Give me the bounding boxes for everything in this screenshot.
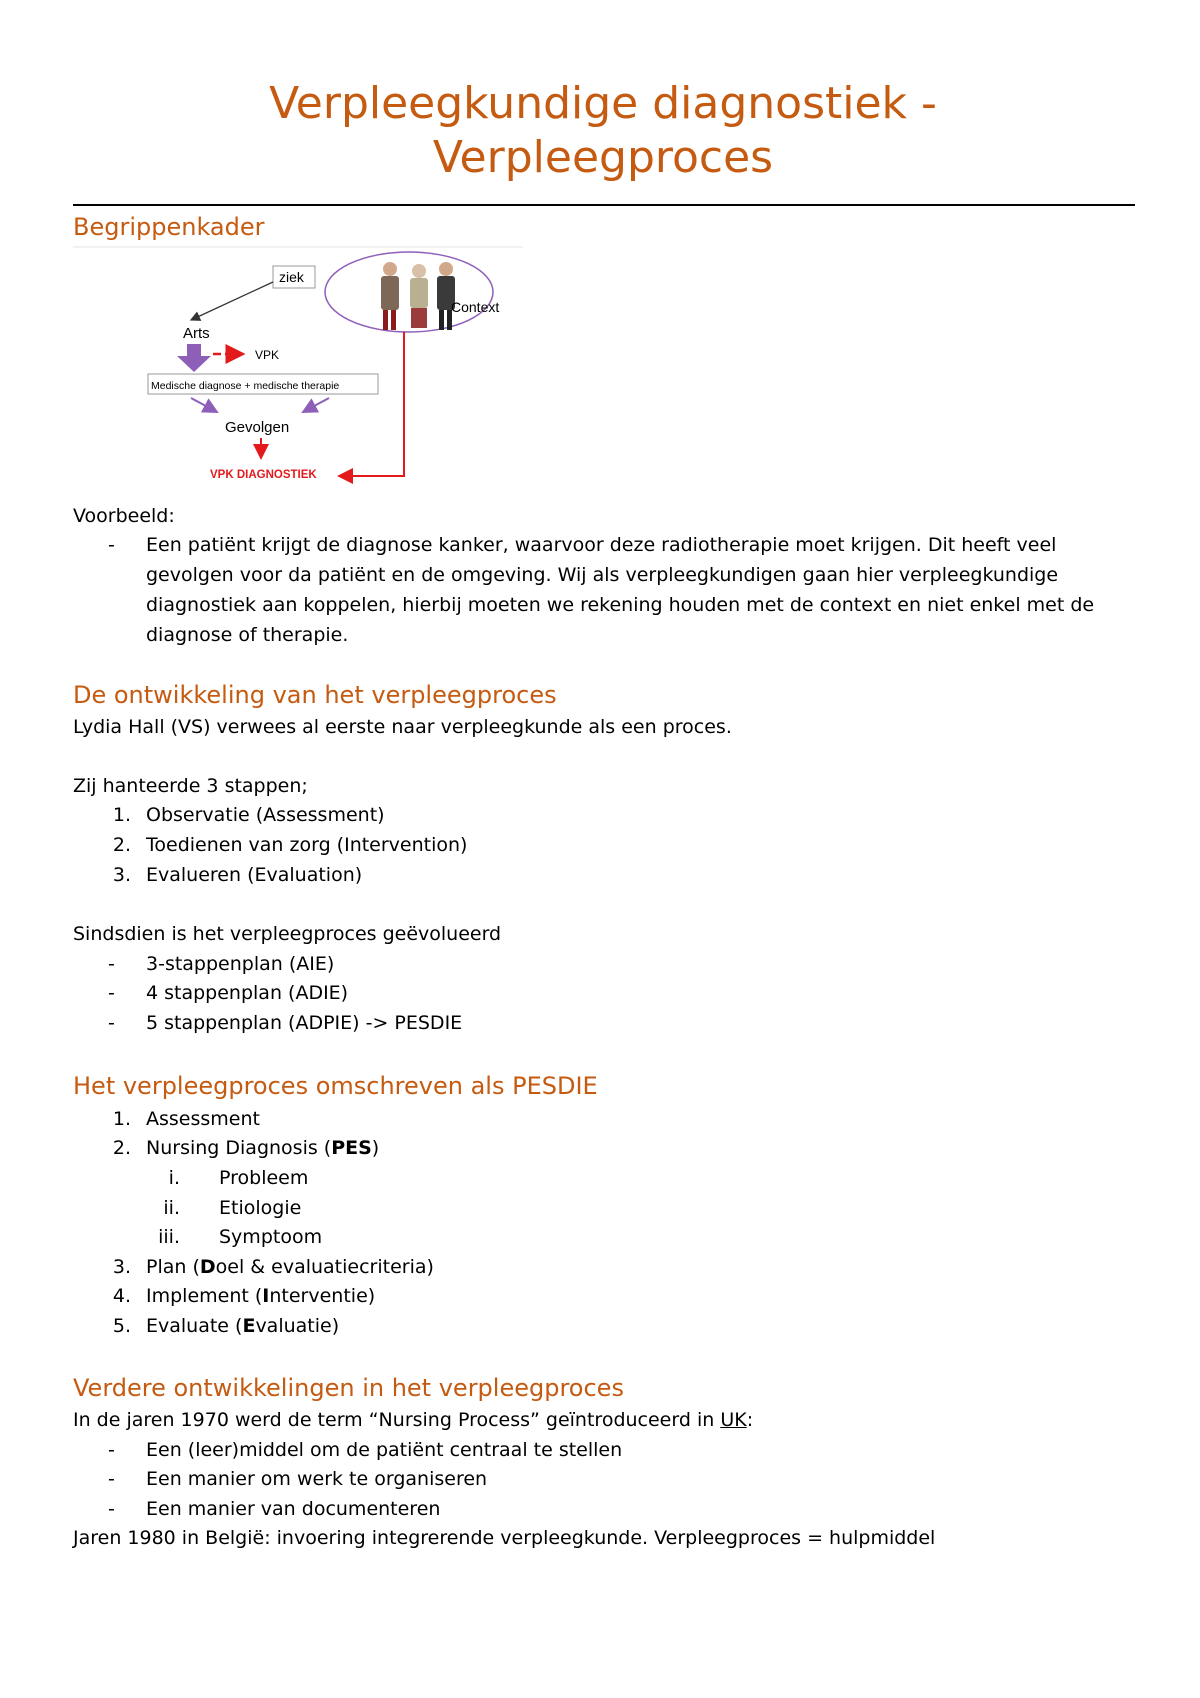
verdere-item-2: Een manier om werk te organiseren (146, 1468, 488, 1490)
pesdie-item-3: Plan (Doel & evaluatiecriteria) (146, 1256, 434, 1278)
title-rule (73, 204, 1135, 206)
plan-2: 4 stappenplan (ADIE) (146, 982, 349, 1004)
verdere-intro: In de jaren 1970 werd de term “Nursing Process” geïntroduceerd in UK: (73, 1409, 754, 1431)
bullet-dash: - (108, 534, 115, 556)
pes-sub-2: Etiologie (219, 1197, 302, 1219)
plan-3: 5 stappenplan (ADPIE) -> PESDIE (146, 1012, 463, 1034)
bullet-dash: - (108, 953, 115, 975)
ontwikkeling-intro: Lydia Hall (VS) verwees al eerste naar verpleegkunde als een proces. (73, 716, 732, 738)
list-number: 3. (112, 1256, 131, 1278)
stappen-intro: Zij hanteerde 3 stappen; (73, 775, 308, 797)
ziek-to-arts-arrow (191, 282, 273, 320)
sindsdien-text: Sindsdien is het verpleegproces geëvolueerd (73, 923, 502, 945)
voorbeeld-text: Een patiënt krijgt de diagnose kanker, waarvoor deze radiotherapie moet krijgen. Dit heeft veel gevolgen voor da patiënt en de omgeving. Wij als verpleegkundigen gaan hier verpleegkundige diagnostiek aan koppelen, hierbij moeten we rekening houden met de context en niet enkel met de diagnose of therapie. (146, 534, 1095, 646)
verdere-item-3: Een manier van documenteren (146, 1498, 441, 1520)
arts-label: Arts (183, 325, 210, 342)
vpk-diagnostiek-label: VPK DIAGNOSTIEK (210, 469, 317, 481)
list-number: 5. (112, 1315, 131, 1337)
pesdie-item-4: Implement (Interventie) (146, 1285, 376, 1307)
stap-2: Toedienen van zorg (Intervention) (146, 834, 468, 856)
pesdie-item-5: Evaluate (Evaluatie) (146, 1315, 340, 1337)
list-number: 1. (112, 1108, 131, 1130)
ziek-label: ziek (279, 269, 304, 285)
gevolgen-label: Gevolgen (225, 419, 290, 436)
belgie-text: Jaren 1980 in België: invoering integrerende verpleegkunde. Verpleegproces = hulpmiddel (73, 1527, 936, 1549)
context-to-diagnostiek-arrow (339, 332, 404, 476)
list-number: 2. (112, 1137, 131, 1159)
roman-number: i. (168, 1167, 180, 1189)
purple-arrow-left (191, 398, 217, 412)
heading-begrippenkader: Begrippenkader (73, 213, 265, 241)
page-title-line1: Verpleegkundige diagnostiek - (269, 78, 937, 129)
elderly-people-icon (381, 262, 455, 330)
voorbeeld-label: Voorbeeld: (73, 505, 175, 527)
roman-number: ii. (163, 1197, 180, 1219)
pesdie-item-1: Assessment (146, 1108, 260, 1130)
bullet-dash: - (108, 1012, 115, 1034)
context-ellipse (325, 252, 493, 332)
pes-sub-1: Probleem (219, 1167, 309, 1189)
list-number: 4. (112, 1285, 131, 1307)
vpk-label: VPK (255, 348, 280, 362)
bullet-dash: - (108, 1498, 115, 1520)
stap-1: Observatie (Assessment) (146, 804, 385, 826)
purple-arrow-right (303, 398, 329, 412)
context-label: Context (451, 299, 500, 315)
heading-ontwikkeling: De ontwikkeling van het verpleegproces (73, 681, 557, 709)
roman-number: iii. (158, 1226, 180, 1248)
bullet-dash: - (108, 1468, 115, 1490)
medische-label: Medische diagnose + medische therapie (151, 380, 340, 392)
stap-3: Evalueren (Evaluation) (146, 864, 363, 886)
list-number: 3. (112, 864, 131, 886)
plan-1: 3-stappenplan (AIE) (146, 953, 335, 975)
bullet-dash: - (108, 982, 115, 1004)
pesdie-item-2: Nursing Diagnosis (PES) (146, 1137, 380, 1159)
heading-verdere: Verdere ontwikkelingen in het verpleegproces (73, 1374, 624, 1402)
arts-purple-arrow (177, 344, 211, 372)
list-number: 1. (112, 804, 131, 826)
begrippenkader-diagram (73, 246, 523, 496)
page-title-line2: Verpleegproces (432, 132, 774, 183)
list-number: 2. (112, 834, 131, 856)
verdere-item-1: Een (leer)middel om de patiënt centraal te stellen (146, 1439, 623, 1461)
bullet-dash: - (108, 1439, 115, 1461)
pes-sub-3: Symptoom (219, 1226, 323, 1248)
heading-pesdie: Het verpleegproces omschreven als PESDIE (73, 1072, 598, 1100)
